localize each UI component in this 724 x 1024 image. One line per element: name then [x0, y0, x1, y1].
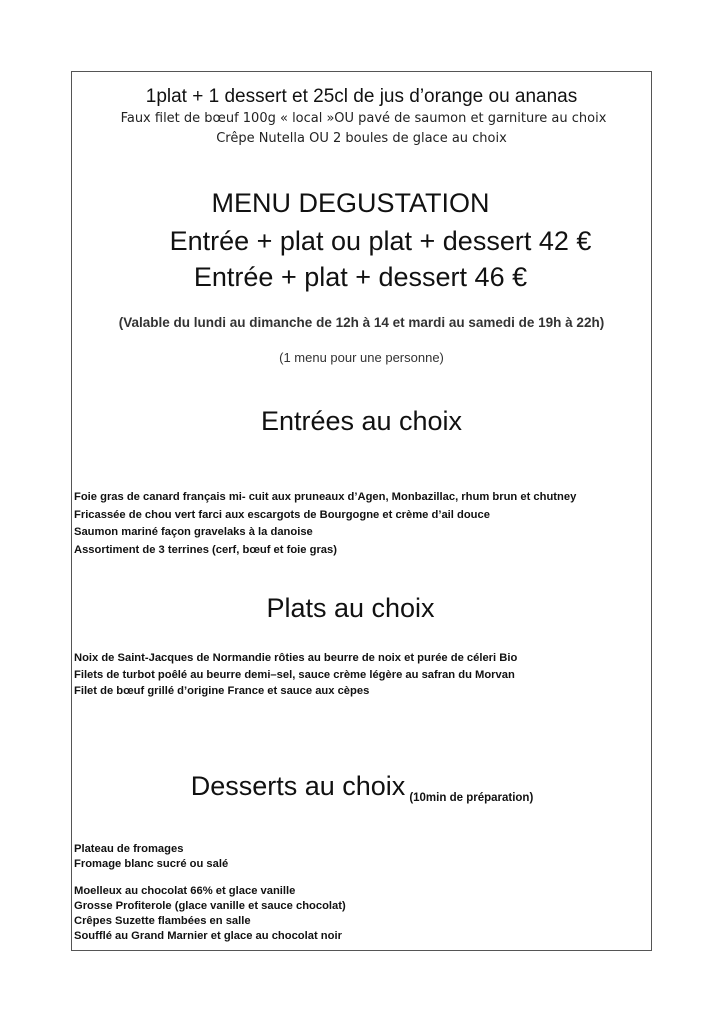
list-item: Fromage blanc sucré ou salé [74, 858, 229, 870]
list-item: Crêpes Suzette flambées en salle [74, 915, 251, 927]
formule-title: 1plat + 1 dessert et 25cl de jus d’orange ou ananas [145, 86, 578, 107]
desserts-title: Desserts au choix [190, 771, 406, 801]
plats-list [74, 651, 517, 701]
preparation-note: (10min de préparation) [409, 792, 534, 804]
list-item: Soufflé au Grand Marnier et glace au chocolat noir [74, 930, 342, 942]
formule-main-course: Faux filet de bœuf 100g « local »OU pavé de saumon et garniture au choix [120, 111, 607, 126]
formule-dessert: Crêpe Nutella OU 2 boules de glace au choix [216, 131, 507, 146]
validity-note: (Valable du lundi au dimanche de 12h à 14 et mardi au samedi de 19h à 22h) [118, 315, 605, 330]
list-item: Foie gras de canard français mi- cuit aux pruneaux d’Agen, Monbazillac, rhum brun et chutney [74, 491, 577, 503]
list-item: Filet de bœuf grillé d’origine France et sauce aux cèpes [74, 685, 370, 697]
list-item: Plateau de fromages [74, 843, 184, 855]
fromages-list [74, 842, 228, 872]
menu-title: MENU DEGUSTATION [211, 188, 490, 218]
price-option-2: Entrée + plat + dessert 46 € [193, 262, 528, 292]
plats-title: Plats au choix [266, 593, 435, 623]
desserts-list [74, 884, 346, 944]
list-item: Grosse Profiterole (glace vanille et sauce chocolat) [74, 900, 346, 912]
list-item: Noix de Saint-Jacques de Normandie rôties au beurre de noix et purée de céleri Bio [74, 652, 518, 664]
list-item: Saumon mariné façon gravelaks à la danoise [74, 526, 313, 538]
entrees-list [74, 490, 576, 560]
price-option-1: Entrée + plat ou plat + dessert 42 € [169, 226, 592, 256]
list-item: Moelleux au chocolat 66% et glace vanille [74, 885, 296, 897]
list-item: Fricassée de chou vert farci aux escargots de Bourgogne et crème d’ail douce [74, 508, 490, 521]
desserts-heading [0, 771, 724, 804]
per-person-note: (1 menu pour une personne) [279, 350, 444, 365]
list-item: Filets de turbot poêlé au beurre demi–sel, sauce crème légère au safran du Morvan [74, 668, 515, 681]
list-item: Assortiment de 3 terrines (cerf, bœuf et foie gras) [74, 543, 337, 556]
entrees-title: Entrées au choix [260, 406, 463, 436]
